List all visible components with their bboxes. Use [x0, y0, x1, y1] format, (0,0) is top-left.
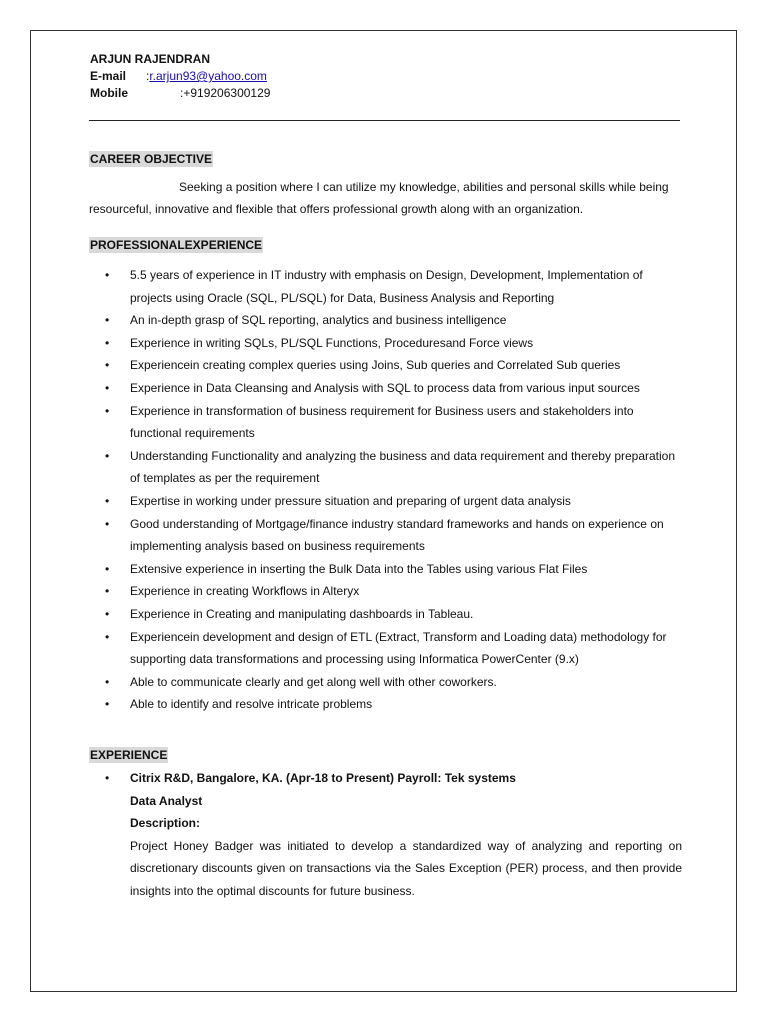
email-row — [90, 68, 270, 85]
bullet-icon: • — [105, 358, 110, 373]
list-item: • 5.5 years of experience in IT industry with emphasis on Design, Development, Implementation of projects using Oracle (SQL, PL/SQL) for Data, Business Analysis and Reporting — [90, 264, 682, 309]
company-line: Citrix R&D, Bangalore, KA. (Apr-18 to Present) Payroll: Tek systems — [130, 771, 516, 785]
bullet-icon: • — [105, 313, 110, 328]
professional-experience-heading: PROFESSIONALEXPERIENCE — [90, 238, 263, 252]
career-objective-heading: CAREER OBJECTIVE — [90, 152, 213, 166]
list-item: • Good understanding of Mortgage/finance industry standard frameworks and hands on experience on implementing analysis based on business requirements — [90, 513, 682, 558]
bullet-icon: • — [105, 674, 110, 689]
candidate-name: ARJUN RAJENDRAN — [90, 52, 211, 66]
header-divider — [89, 120, 680, 121]
email-link[interactable]: r.arjun93@yahoo.com — [149, 69, 267, 83]
bullet-icon: • — [105, 380, 110, 395]
bullet-icon: • — [105, 771, 110, 785]
list-item: • Expertise in working under pressure situation and preparing of urgent data analysis — [90, 490, 682, 513]
bullet-icon: • — [105, 448, 110, 463]
bullet-icon: • — [105, 697, 110, 712]
experience-entry — [90, 767, 682, 903]
bullet-icon: • — [105, 606, 110, 621]
bullet-icon: • — [105, 268, 110, 282]
career-objective-body: Seeking a position where I can utilize my knowledge, abilities and personal skills while being resourceful, innovative and flexible that offers professional growth along with an organization. — [89, 180, 669, 216]
list-item: • Extensive experience in inserting the Bulk Data into the Tables using various Flat Files — [90, 558, 682, 581]
list-item: • Experience in Data Cleansing and Analysis with SQL to process data from various input sources — [90, 377, 682, 400]
description-label: Description: — [130, 816, 201, 831]
professional-experience-list — [90, 264, 682, 716]
bullet-icon: • — [105, 403, 110, 418]
mobile-label: Mobile — [90, 86, 128, 100]
list-item: • Able to identify and resolve intricate problems — [90, 693, 682, 716]
bullet-icon: • — [105, 516, 110, 531]
project-description: Project Honey Badger was initiated to develop a standardized way of analyzing and reporting on discretionary discounts given on transactions via the Sales Exception (PER) process, and then provide insights into the optimal discounts for future business. — [130, 838, 682, 898]
list-item: • An in-depth grasp of SQL reporting, analytics and business intelligence — [90, 309, 682, 332]
mobile-number: +919206300129 — [183, 86, 271, 100]
resume-header — [90, 51, 270, 102]
bullet-icon: • — [105, 493, 110, 508]
experience-heading: EXPERIENCE — [90, 748, 168, 762]
mobile-separator: : — [180, 86, 184, 100]
mobile-row — [90, 85, 270, 102]
list-item: • Able to communicate clearly and get along well with other coworkers. — [90, 671, 682, 694]
list-item: • Experience in creating Workflows in Alteryx — [90, 580, 682, 603]
list-item: • Experience in writing SQLs, PL/SQL Functions, Proceduresand Force views — [90, 332, 682, 355]
career-objective-text — [89, 176, 681, 220]
job-role: Data Analyst — [130, 793, 203, 808]
list-item: • Experience in Creating and manipulating dashboards in Tableau. — [90, 603, 682, 626]
email-label: E-mail — [90, 69, 127, 83]
email-separator: : — [146, 69, 150, 83]
list-item: • Experiencein creating complex queries using Joins, Sub queries and Correlated Sub queries — [90, 354, 682, 377]
bullet-icon: • — [105, 584, 110, 599]
list-item: • Understanding Functionality and analyzing the business and data requirement and thereby preparation of templates as per the requirement — [90, 445, 682, 490]
list-item: • Experience in transformation of business requirement for Business users and stakeholders into functional requirements — [90, 400, 682, 445]
bullet-icon: • — [105, 335, 110, 350]
list-item: • Experiencein development and design of ETL (Extract, Transform and Loading data) methodology for supporting data transformations and processing using Informatica PowerCenter (9.x) — [90, 626, 682, 671]
bullet-icon: • — [105, 629, 110, 644]
bullet-icon: • — [105, 561, 110, 576]
